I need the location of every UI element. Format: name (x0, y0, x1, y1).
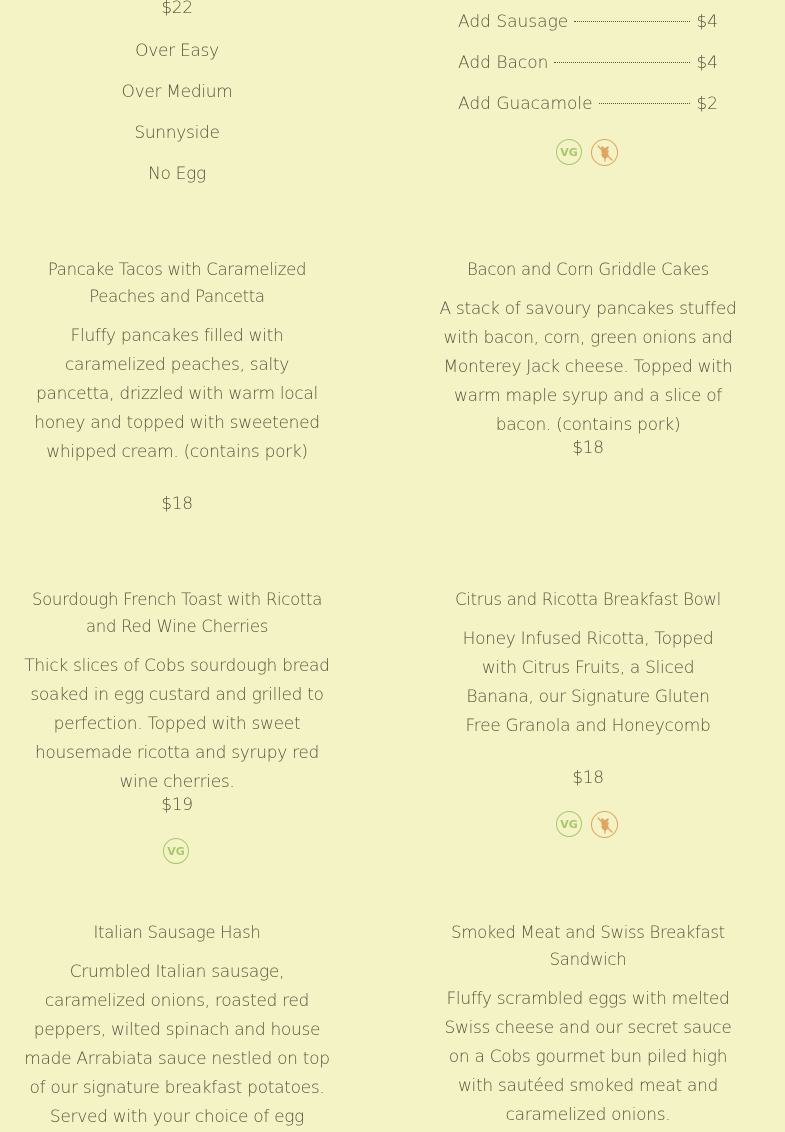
dish-title-smoked-meat: Smoked Meat and Swiss Breakfast Sandwich (451, 923, 725, 969)
gluten-free-wheat-icon (591, 811, 618, 838)
egg-option-over-easy: Over Easy (135, 41, 219, 61)
dish-price-citrus-bowl: $18 (572, 768, 604, 788)
vegetarian-badge-icon: VG (556, 139, 582, 165)
dish-description-griddle-cakes: A stack of savoury pancakes stuffed with bacon, corn, green onions and Monterey Jack cheese. Topped with warm maple syrup and a slice of bacon. (contains pork) (439, 299, 737, 435)
dish-description-pancake-tacos: Fluffy pancakes filled with caramelized peaches, salty pancetta, drizzled with warm local honey and topped with sweetened whipped cream. (contains pork) (34, 326, 320, 462)
dish-title-sausage-hash: Italian Sausage Hash (93, 923, 261, 942)
leader-dots (599, 103, 691, 104)
egg-section-price: $22 (161, 0, 193, 18)
gluten-free-wheat-icon (591, 139, 618, 166)
dietary-badges (556, 139, 618, 166)
dish-description-smoked-meat: Fluffy scrambled eggs with melted Swiss cheese and our secret sauce on a Cobs gourmet bun piled high with sautéed smoked meat and caramelized onions. (444, 989, 732, 1125)
addon-bacon (458, 53, 718, 77)
egg-option-over-medium: Over Medium (121, 82, 233, 102)
dish-price-pancake-tacos: $18 (161, 494, 193, 514)
dietary-badges (556, 811, 618, 838)
dish-description-sausage-hash: Crumbled Italian sausage, caramelized onions, roasted red peppers, wilted spinach and house made Arrabiata sauce nestled on top of our signature breakfast potatoes. Served with your choice of egg (24, 962, 330, 1127)
addon-price: $4 (696, 12, 718, 32)
dish-description-french-toast: Thick slices of Cobs sourdough bread soaked in egg custard and grilled to perfection. Topped with sweet housemade ricotta and syrupy red wine cherries. (24, 656, 330, 792)
leader-dots (574, 21, 690, 22)
addon-label: Add Bacon (458, 53, 549, 73)
dish-title-pancake-tacos: Pancake Tacos with Caramelized Peaches and Pancetta (47, 260, 307, 306)
dish-title-french-toast: Sourdough French Toast with Ricotta and Red Wine Cherries (31, 590, 323, 636)
dietary-badges (163, 838, 189, 864)
addon-guacamole (458, 94, 718, 118)
vegetarian-badge-icon: VG (556, 811, 582, 837)
dish-title-citrus-bowl: Citrus and Ricotta Breakfast Bowl (455, 590, 721, 609)
addon-label: Add Guacamole (458, 94, 593, 114)
addon-sausage (458, 12, 718, 36)
egg-option-sunnyside: Sunnyside (134, 123, 220, 143)
leader-dots (554, 62, 690, 63)
dish-price-french-toast: $19 (161, 795, 193, 815)
egg-option-no-egg: No Egg (148, 164, 206, 184)
addon-price: $2 (696, 94, 718, 114)
dish-description-citrus-bowl: Honey Infused Ricotta, Topped with Citrus Fruits, a Sliced Banana, our Signature Gluten Free Granola and Honeycomb (462, 629, 714, 736)
vegetarian-badge-icon: VG (163, 838, 189, 864)
dish-title-griddle-cakes: Bacon and Corn Griddle Cakes (467, 260, 709, 279)
addon-label: Add Sausage (458, 12, 569, 32)
addon-price: $4 (696, 53, 718, 73)
dish-price-griddle-cakes: $18 (572, 438, 604, 458)
